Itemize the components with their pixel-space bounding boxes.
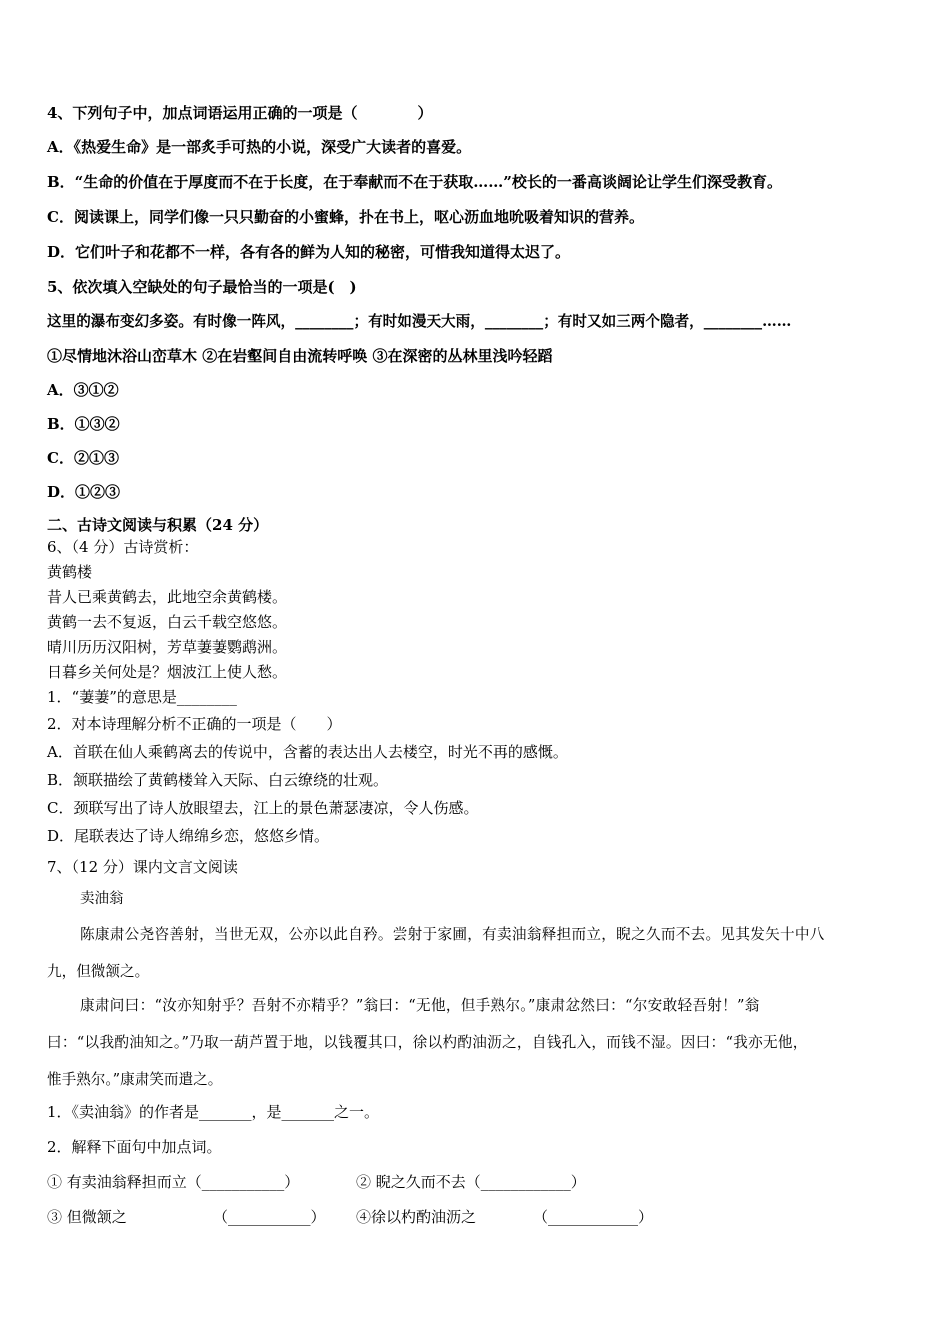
q5-option-b: B．①③② bbox=[47, 415, 120, 433]
passage-paragraph: 曰：“以我酌油知之。”乃取一葫芦置于地，以钱覆其口，徐以杓酌油沥之，自钱孔入，而钱不湿。因曰：“我亦无他， bbox=[47, 1034, 808, 1051]
q6-option-a: A．首联在仙人乘鹤离去的传说中，含蓄的表达出人去楼空，时光不再的感慨。 bbox=[47, 743, 568, 761]
q7-item-4: ④徐以杓酌油沥之 bbox=[356, 1208, 477, 1226]
passage-paragraph: 陈康肃公尧咨善射，当世无双，公亦以此自矜。尝射于家圃，有卖油翁释担而立，睨之久而不去。见其发矢十中八 bbox=[80, 926, 825, 943]
q6-option-b: B．颔联描绘了黄鹤楼耸入天际、白云缭绕的壮观。 bbox=[47, 771, 389, 789]
q6-sub1: 1．“萋萋”的意思是________ bbox=[47, 688, 237, 706]
q7-item-4-blank: （____________） bbox=[533, 1208, 654, 1226]
q6-sub2: 2．对本诗理解分析不正确的一项是（ ） bbox=[47, 715, 342, 733]
q7-item-1: ① 有卖油翁释担而立（___________） bbox=[47, 1173, 300, 1191]
section-title: 二、古诗文阅读与积累（24 分） bbox=[47, 516, 269, 534]
passage-paragraph: 康肃问曰：“汝亦知射乎？吾射不亦精乎？”翁曰：“无他，但手熟尔。”康肃忿然曰：“尔安敢轻吾射！”翁 bbox=[80, 997, 760, 1014]
q4-option-b: B．“生命的价值在于厚度而不在于长度，在于奉献而不在于获取……”校长的一番高谈阔论让学生们深受教育。 bbox=[47, 173, 782, 191]
passage-paragraph: 惟手熟尔。”康肃笑而遣之。 bbox=[47, 1071, 223, 1088]
q5-option-d: D．①②③ bbox=[47, 483, 121, 501]
q7-item-2: ② 睨之久而不去（____________） bbox=[356, 1173, 586, 1191]
q7-sub2: 2．解释下面句中加点词。 bbox=[47, 1138, 222, 1156]
q5-stem: 5、依次填入空缺处的句子最恰当的一项是( ) bbox=[47, 278, 357, 296]
q4-stem: 4、下列句子中，加点词语运用正确的一项是（ ） bbox=[47, 104, 433, 122]
q6-option-c: C．颈联写出了诗人放眼望去，江上的景色萧瑟凄凉，令人伤感。 bbox=[47, 799, 479, 817]
q5-option-c: C．②①③ bbox=[47, 449, 119, 467]
q7-stem: 7、（12 分）课内文言文阅读 bbox=[47, 858, 238, 876]
q5-sentence-options: ①尽情地沐浴山峦草木 ②在岩壑间自由流转呼唤 ③在深密的丛林里浅吟轻蹈 bbox=[47, 347, 553, 365]
q4-option-a: A．《热爱生命》是一部炙手可热的小说，深受广大读者的喜爱。 bbox=[47, 138, 472, 156]
q5-text: 这里的瀑布变幻多姿。有时像一阵风，________；有时如漫天大雨，________；有时又如三两个隐者，________…… bbox=[47, 313, 792, 330]
q4-option-d: D．它们叶子和花都不一样，各有各的鲜为人知的秘密，可惜我知道得太迟了。 bbox=[47, 243, 571, 261]
q7-sub1: 1．《卖油翁》的作者是_______，是_______之一。 bbox=[47, 1103, 380, 1121]
q7-item-3: ③ 但微颔之 bbox=[47, 1208, 127, 1226]
q7-item-3-blank: （___________） bbox=[213, 1208, 326, 1226]
poem-line: 日暮乡关何处是？烟波江上使人愁。 bbox=[47, 663, 288, 681]
passage-title: 卖油翁 bbox=[80, 891, 124, 907]
q4-option-c: C．阅读课上，同学们像一只只勤奋的小蜜蜂，扑在书上，呕心沥血地吮吸着知识的营养。 bbox=[47, 208, 644, 226]
poem-line: 黄鹤一去不复返，白云千载空悠悠。 bbox=[47, 613, 288, 631]
q5-option-a: A．③①② bbox=[47, 381, 119, 399]
q6-stem: 6、（4 分）古诗赏析： bbox=[47, 538, 199, 556]
poem-title: 黄鹤楼 bbox=[47, 563, 93, 581]
poem-line: 晴川历历汉阳树，芳草萋萋鹦鹉洲。 bbox=[47, 638, 288, 656]
poem-line: 昔人已乘黄鹤去，此地空余黄鹤楼。 bbox=[47, 588, 288, 606]
passage-paragraph: 九，但微颔之。 bbox=[47, 963, 150, 980]
q6-option-d: D．尾联表达了诗人绵绵乡恋，悠悠乡情。 bbox=[47, 827, 330, 845]
